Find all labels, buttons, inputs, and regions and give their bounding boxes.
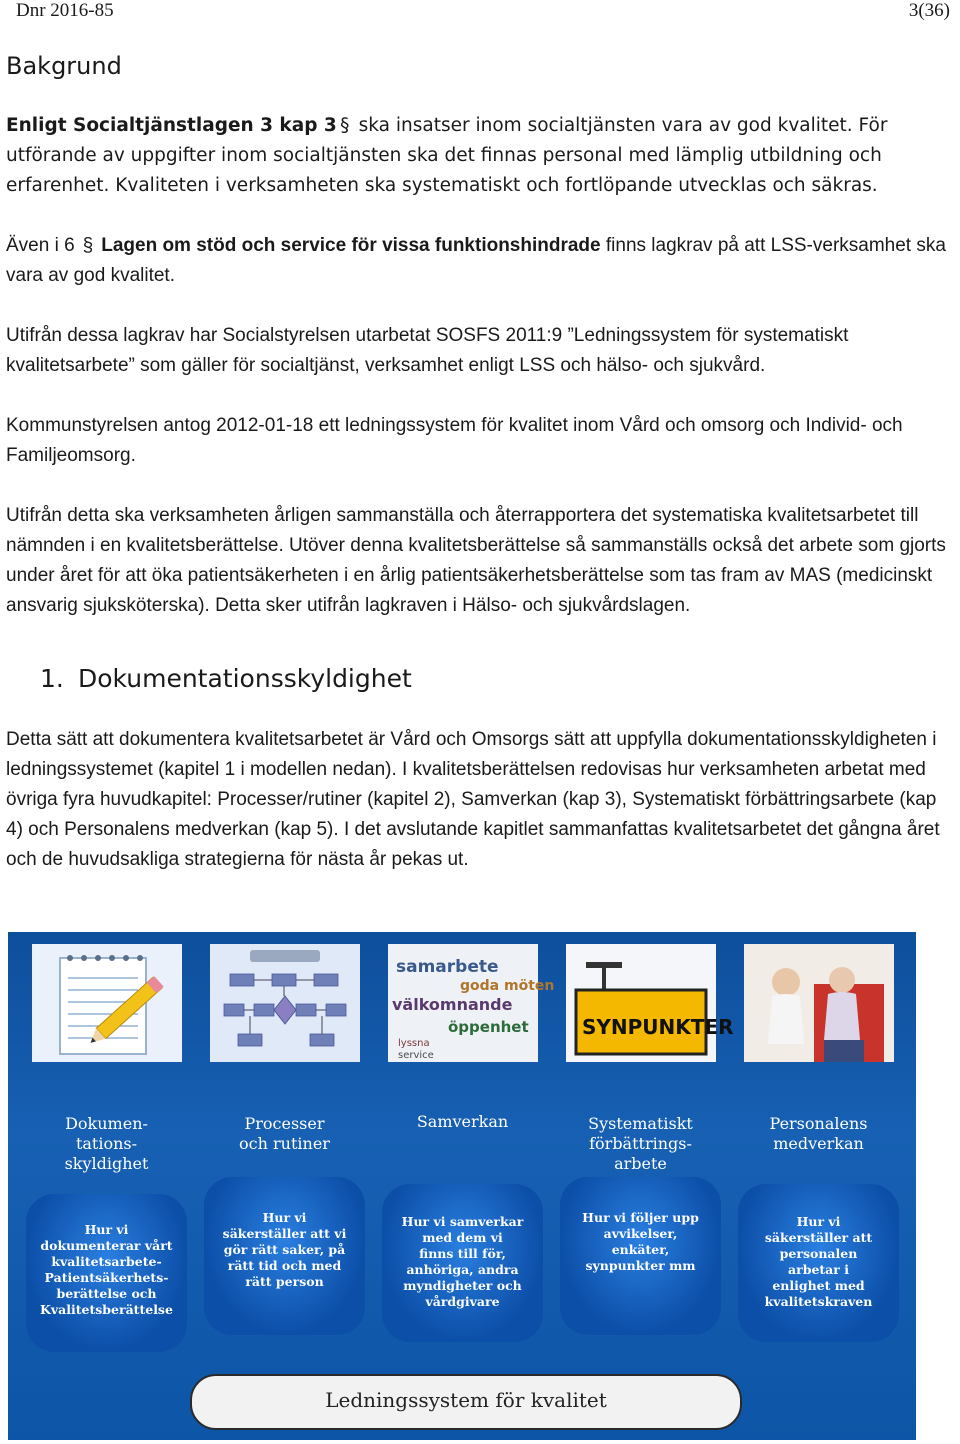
section-sign-icon: § <box>340 115 350 136</box>
cloud-word: öppenhet <box>448 1018 529 1036</box>
column-description-line: enlighet med <box>772 1278 865 1293</box>
paragraph-dokumentation: Detta sätt att dokumentera kvalitetsarbetet är Vård och Omsorgs sätt att uppfylla dokumentationsskyldigheten i ledningssystemet (kapitel 1 i modellen nedan). I kvalitetsberättelsen redovisas hur verksamheten arbetat med övriga fyra huvudkapitel: Processer/rutiner (kapitel 2), Samverkan (kap 3), Systematiskt förbättringsarbete (kap 4) och Personalens medverkan (kap 5). I det avslutande kapitlet sammanfattas kvalitetsarbetet det gångna året och de huvudsakliga strategierna för nästa år pekas ut. <box>6 729 940 870</box>
column-description-line: Hur vi <box>84 1222 129 1237</box>
column-description-line: Kvalitetsberättelse <box>40 1302 173 1317</box>
column-description-line: enkäter, <box>611 1242 670 1257</box>
paragraph-text: ska insatser inom socialtjänsten vara av god kvalitet. För utförande av uppgifter inom socialtjänsten ska det finnas personal med lämplig utbildning och erfarenhet. Kvaliteten i verksamheten ska systematiskt och fortlöpande utvecklas och säkras. <box>6 115 888 196</box>
column-title-line: Personalens <box>769 1114 868 1133</box>
column-description-line: anhöriga, andra <box>406 1262 519 1277</box>
quality-management-infographic <box>8 932 916 1440</box>
law-reference: Lagen om stöd och service för vissa funktionshindrade <box>101 235 601 256</box>
column-personal <box>730 932 907 1372</box>
law-reference: Enligt Socialtjänstlagen 3 kap 3 <box>6 115 337 136</box>
column-description-line: synpunkter mm <box>585 1258 696 1273</box>
cloud-word: samarbete <box>396 957 499 977</box>
column-title-line: förbättrings- <box>589 1134 692 1153</box>
column-description-line: avvikelser, <box>603 1226 678 1241</box>
column-description <box>738 1214 899 1310</box>
cloud-word: goda möten <box>460 978 555 994</box>
column-description-line: berättelse och <box>56 1286 157 1301</box>
column-title <box>552 1114 729 1174</box>
column-description-line: finns till för, <box>419 1246 506 1261</box>
column-title-line: Samverkan <box>416 1112 509 1131</box>
section-sign-icon: § <box>82 235 94 256</box>
section-number: 1. <box>40 664 64 693</box>
column-description-line: Hur vi <box>796 1214 841 1229</box>
column-description-line: rätt tid och med <box>227 1258 342 1273</box>
column-description-line: kvalitetsarbete- <box>51 1254 162 1269</box>
column-description-line: säkerställer att vi <box>222 1226 347 1241</box>
column-description-line: arbetar i <box>788 1262 849 1277</box>
column-description <box>382 1214 543 1310</box>
flowchart-image <box>210 944 360 1062</box>
column-samverkan <box>374 932 555 1372</box>
cloud-word: välkomnande <box>392 995 513 1014</box>
column-title <box>730 1114 907 1154</box>
column-description-line: Hur vi samverkar <box>401 1214 524 1229</box>
column-title-line: arbete <box>614 1154 667 1173</box>
section-heading-1 <box>40 664 412 693</box>
column-description-line: Hur vi följer upp <box>582 1210 699 1225</box>
page-number: 3(36) <box>908 0 950 21</box>
column-dokumentation <box>18 932 195 1372</box>
paragraph-text: finns lagkrav på att LSS-verksamhet ska vara av god kvalitet. <box>6 235 946 286</box>
column-forbattring <box>552 932 734 1372</box>
column-title <box>374 1112 551 1132</box>
section-title: Dokumentationsskyldighet <box>78 664 412 693</box>
column-title-line: Systematiskt <box>588 1114 693 1133</box>
column-description-line: med dem vi <box>422 1230 503 1245</box>
column-description-line: Patientsäkerhets- <box>44 1270 169 1285</box>
column-title-line: skyldighet <box>64 1154 149 1173</box>
caregiver-photo <box>744 944 894 1062</box>
paragraph-socialtjanstlagen <box>6 111 950 201</box>
document-number: Dnr 2016-85 <box>16 0 114 21</box>
paragraph-kommunstyrelsen: Kommunstyrelsen antog 2012-01-18 ett ledningssystem för kvalitet inom Vård och omsorg och Individ- och Familjeomsorg. <box>6 415 903 466</box>
column-title <box>196 1114 373 1154</box>
paragraph-lss <box>6 231 950 291</box>
column-description-line: myndigheter och <box>403 1278 522 1293</box>
column-description-line: personalen <box>779 1246 858 1261</box>
column-title-line: Processer <box>244 1114 325 1133</box>
column-description-line: Hur vi <box>262 1210 307 1225</box>
sign-text: SYNPUNKTER <box>582 1015 734 1039</box>
cloud-word: lyssna <box>398 1038 430 1049</box>
notepad-pencil-image <box>32 944 182 1062</box>
paragraph-sosfs: Utifrån dessa lagkrav har Socialstyrelsen utarbetat SOSFS 2011:9 ”Ledningssystem för systematiskt kvalitetsarbete” som gäller för socialtjänst, verksamhet enligt LSS och hälso- och sjukvård. <box>6 325 849 376</box>
column-title-line: tations- <box>75 1134 138 1153</box>
column-description-line: säkerställer att <box>764 1230 873 1245</box>
cloud-word: service <box>398 1050 434 1061</box>
column-description-line: rätt person <box>245 1274 324 1289</box>
column-description <box>26 1222 187 1318</box>
infographic-banner <box>190 1374 742 1430</box>
word-cloud-image <box>388 944 555 1062</box>
paragraph-text: Även i 6 <box>6 235 80 256</box>
column-description-line: gör rätt saker, på <box>223 1242 346 1257</box>
synpunkter-sign-image <box>566 944 734 1062</box>
banner-title: Ledningssystem för kvalitet <box>325 1388 607 1412</box>
column-description-line: dokumenterar vårt <box>40 1238 173 1253</box>
column-title <box>18 1114 195 1174</box>
paragraph-kvalitetsberattelse: Utifrån detta ska verksamheten årligen sammanställa och återrapportera det systematiska kvalitetsarbetet till nämnden i en kvalitetsberättelse. Utöver denna kvalitetsberättelse så sammanställs också det arbete som gjorts under året för att öka patientsäkerheten i en årlig patientsäkerhetsberättelse som tas fram av MAS (medicinskt ansvarig sjuksköterska). Detta sker utifrån lagkraven i Hälso- och sjukvårdslagen. <box>6 505 946 616</box>
page-header <box>16 0 950 24</box>
column-description <box>204 1210 365 1290</box>
column-processer <box>196 932 373 1372</box>
column-description-line: kvalitetskraven <box>764 1294 873 1309</box>
section-heading-bakgrund: Bakgrund <box>6 52 122 80</box>
column-description <box>560 1210 721 1274</box>
column-title-line: medverkan <box>773 1134 864 1153</box>
column-title-line: och rutiner <box>239 1134 330 1153</box>
column-title-line: Dokumen- <box>65 1114 148 1133</box>
column-description-line: vårdgivare <box>425 1294 500 1309</box>
